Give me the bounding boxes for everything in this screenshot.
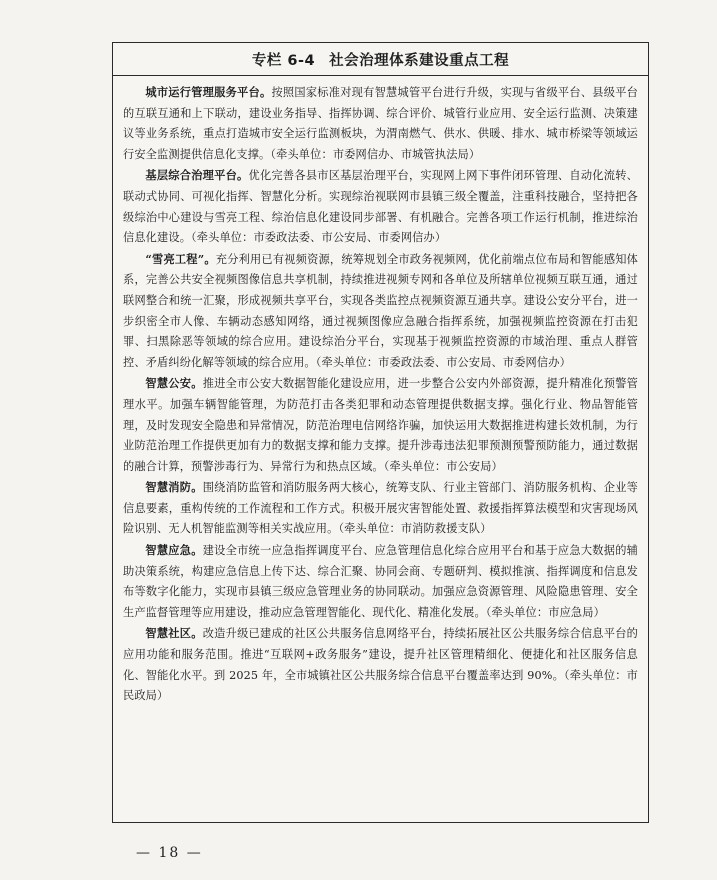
- paragraph-heading: 城市运行管理服务平台。: [145, 85, 272, 99]
- paragraph-body: 围绕消防监管和消防服务两大核心，统筹支队、行业主管部门、消防服务机构、企业等信息要素，重构传统的工作流程和工作方式。积极开展灾害智能处置、救援指挥算法模型和灾害现场风险识别、无人机智能监测等相关实战应用。（牵头单位：市消防救援支队）: [123, 481, 638, 536]
- paragraph-heading: “雪亮工程”。: [145, 251, 216, 266]
- box-title: 社会治理体系建设重点工程: [329, 52, 510, 69]
- paragraph-smart-emergency: [123, 540, 638, 623]
- paragraph-body: 充分利用已有视频资源，统筹规划全市政务视频网，优化前端点位布局和智能感知体系，完善公共安全视频图像信息共享机制，持续推进视频专网和各单位及所辖单位视频互联互通，通过联网整合和统一汇聚，形成视频共享平台，实现各类监控点视频资源互通共享。建设公安分平台，进一步织密全市人像、车辆动态感知网络，通过视频图像应急融合指挥系统，加强视频监控资源在打击犯罪、扫黑除恶等领域的综合应用。建设综治分平台，实现基于视频监控资源的市域治理、重点人群管控、矛盾纠纷化解等领域的综合应用。（牵头单位：市委政法委、市公安局、市委网信办）: [123, 252, 638, 369]
- paragraph-body: 推进全市公安大数据智能化建设应用，进一步整合公安内外部资源，提升精准化预警管理水平。加强车辆智能管理，为防范打击各类犯罪和动态管理提供数据支撑。强化行业、物品智能管理，及时发现安全隐患和异常情况，防范治理电信网络诈骗，加快运用大数据推进构建长效机制，为行业防范治理工作提供更加有力的数据支撑和能力支撑。提升涉毒违法犯罪预测预警预防能力，通过数据的融合计算，预警涉毒行为、异常行为和热点区域。（牵头单位：市公安局）: [123, 377, 638, 473]
- paragraph-smart-fire: [123, 477, 638, 540]
- paragraph-urban-operations: [123, 82, 638, 165]
- paragraph-body: 建设全市统一应急指挥调度平台、应急管理信息化综合应用平台和基于应急大数据的辅助决策系统，构建应急信息上传下达、综合汇聚、协同会商、专题研判、模拟推演、指挥调度和信息发布等数字化能力，实现市县镇三级应急管理业务的协同联动。加强应急资源管理、风险隐患管理、安全生产监督管理等应用建设，推动应急管理智能化、现代化、精准化发展。（牵头单位：市应急局）: [123, 544, 638, 619]
- paragraph-body: 优化完善各县市区基层治理平台，实现网上网下事件闭环管理、自动化流转、联动式协同、可视化指挥、智慧化分析。实现综治视联网市县镇三级全覆盖，注重科技融合，坚持把各级综治中心建设与雪亮工程、综治信息化建设同步部署、有机融合。完善各项工作运行机制，推进综治信息化建设。（牵头单位：市委政法委、市公安局、市委网信办）: [123, 169, 638, 245]
- page-number: — 18 —: [136, 845, 203, 861]
- paragraph-heading: 智慧消防。: [145, 480, 203, 495]
- paragraph-heading: 智慧应急。: [145, 543, 203, 558]
- paragraph-smart-police: [123, 373, 638, 477]
- paragraph-body: 改造升级已建成的社区公共服务信息网络平台，持续拓展社区公共服务综合信息平台的应用功能和服务范围。推进“互联网+政务服务”建设，提升社区管理精细化、便捷化和社区服务信息化、智能化水平。到 2025 年，全市城镇社区公共服务综合信息平台覆盖率达到 90%。（牵头单位：市民政局）: [123, 627, 638, 703]
- box-title-row: [113, 43, 648, 76]
- box-label: 专栏 6-4: [251, 52, 316, 69]
- paragraph-grassroots-governance: [123, 165, 638, 248]
- paragraph-heading: 智慧公安。: [145, 376, 203, 391]
- paragraph-heading: 智慧社区。: [145, 626, 203, 641]
- feature-box: [112, 42, 649, 823]
- paragraph-xueliang-project: [123, 249, 638, 374]
- paragraph-heading: 基层综合治理平台。: [145, 168, 249, 183]
- box-content: [113, 76, 648, 707]
- paragraph-smart-community: [123, 623, 638, 706]
- paragraph-body: 按照国家标准对现有智慧城管平台进行升级，实现与省级平台、县级平台的互联互通和上下联动，建设业务指导、指挥协调、综合评价、城管行业应用、安全运行监测、决策建议等业务系统，重点打造城市安全运行监测板块，为渭南燃气、供水、供暖、排水、城市桥梁等领域运行安全监测提供信息化支撑。（牵头单位：市委网信办、市城管执法局）: [123, 86, 638, 161]
